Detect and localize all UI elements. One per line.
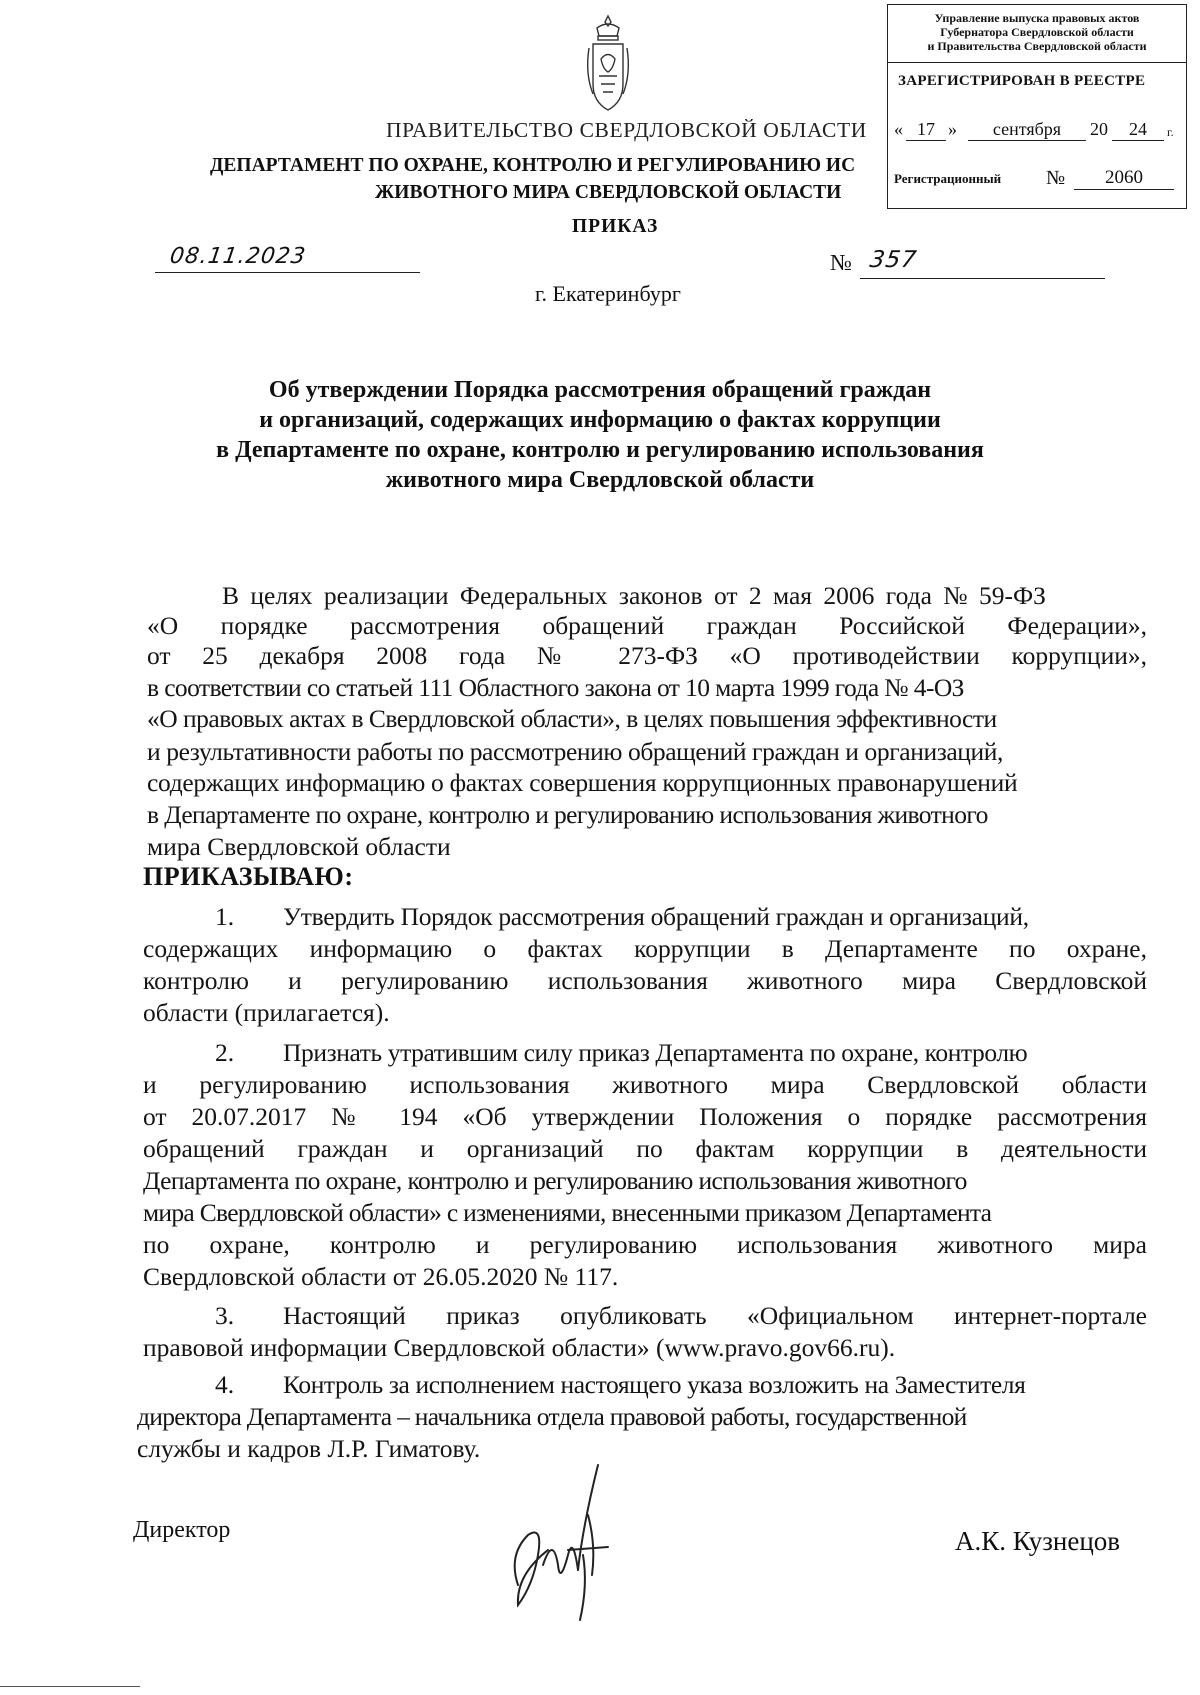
item-number: 3. (215, 1301, 235, 1330)
item-line: по охране, контролю и регулированию использования животного мира (143, 1230, 1147, 1259)
item-line: Настоящий приказ опубликовать «Официальном интернет-портале (283, 1301, 1147, 1330)
preamble-line: «О порядке рассмотрения обращений граждан Российской Федерации», (147, 611, 1147, 640)
title-line: животного мира Свердловской области (385, 467, 815, 493)
item-line: Свердловской области от 26.05.2020 № 117. (143, 1262, 619, 1291)
title-line: и организаций, содержащих информацию о фактах коррупции (259, 407, 941, 433)
signatory-name: А.К. Кузнецов (955, 1526, 1121, 1556)
registry-org-line: и Правительства Свердловской области (927, 39, 1147, 53)
item-line: Департамента по охране, контролю и регулированию использования животного (143, 1166, 967, 1195)
registry-day: 17 (906, 119, 946, 141)
registry-open-quote: « (894, 119, 903, 139)
item-line: директора Департамента – начальника отдела правовой работы, государственной (137, 1402, 967, 1431)
order-num-sign: № (830, 250, 852, 275)
handwritten-signature-icon (488, 1455, 638, 1635)
order-date-handwritten: 08.11.2023 (168, 244, 308, 269)
item-number: 2. (215, 1038, 235, 1067)
registry-date (894, 119, 1182, 143)
registry-year-unit: г. (1167, 125, 1174, 139)
preamble-line: в Департаменте по охране, контролю и регулированию использования животного (147, 800, 988, 829)
preamble-line: мира Свердловской области (147, 832, 451, 861)
footer-divider (0, 1686, 140, 1687)
preamble-line: в соответствии со статьей 111 Областного закона от 10 марта 1999 года № 4-ОЗ (147, 673, 964, 702)
item-line: области (прилагается). (143, 998, 390, 1027)
item-line: мира Свердловской области» с изменениями, внесенными приказом Департамента (143, 1198, 992, 1227)
preamble-line: содержащих информацию о фактах совершения коррупционных правонарушений (147, 768, 1018, 797)
item-line: контролю и регулированию использования животного мира Свердловской (143, 966, 1147, 995)
registry-month: сентября (968, 119, 1086, 141)
order-number-handwritten: 357 (868, 247, 919, 273)
order-command: ПРИКАЗЫВАЮ: (143, 862, 354, 891)
preamble-line: от 25 декабря 2008 года № 273-ФЗ «О противодействии коррупции», (147, 641, 1147, 670)
preamble-line: и результативности работы по рассмотрению обращений граждан и организаций, (147, 737, 1004, 766)
registry-year-suffix: 24 (1112, 119, 1164, 141)
registry-title: ЗАРЕГИСТРИРОВАН В РЕЕСТРЕ (898, 73, 1146, 89)
item-line: Признать утратившим силу приказ Департамента по охране, контролю (283, 1038, 1028, 1067)
registry-org-line: Управление выпуска правовых актов (934, 11, 1140, 25)
preamble-line: «О правовых актах в Свердловской области», в целях повышения эффективности (147, 704, 997, 733)
registry-number: 2060 (1074, 167, 1174, 190)
item-line: службы и кадров Л.Р. Гиматову. (137, 1434, 481, 1463)
title-line: в Департаменте по охране, контролю и регулированию использования (216, 437, 984, 463)
item-line: от 20.07.2017 № 194 «Об утверждении Положения о порядке рассмотрения (143, 1102, 1147, 1131)
item-line: Контроль за исполнением настоящего указа возложить на Заместителя (283, 1370, 1026, 1399)
registry-number-label: Регистрационный (894, 171, 1002, 186)
coat-of-arms-icon (583, 14, 633, 114)
title-line: Об утверждении Порядка рассмотрения обращений граждан (268, 377, 932, 403)
registry-year-prefix: 20 (1090, 119, 1108, 139)
registry-org (888, 5, 1186, 63)
preamble-line: В целях реализации Федеральных законов от 2 мая 2006 года № 59-ФЗ (222, 581, 1046, 610)
registry-close-quote: » (948, 119, 957, 139)
item-line: Утвердить Порядок рассмотрения обращений граждан и организаций, (283, 902, 1029, 931)
department-name-line-2: ЖИВОТНОГО МИРА СВЕРДЛОВСКОЙ ОБЛАСТИ (375, 182, 842, 203)
item-number: 1. (215, 902, 235, 931)
item-line: содержащих информацию о фактах коррупции в Департаменте по охране, (143, 934, 1147, 963)
registry-stamp (887, 4, 1187, 209)
item-line: обращений граждан и организаций по фактам коррупции в деятельности (143, 1134, 1147, 1163)
registry-number-row (894, 167, 1182, 193)
government-name: ПРАВИТЕЛЬСТВО СВЕРДЛОВСКОЙ ОБЛАСТИ (386, 118, 867, 142)
item-line: правовой информации Свердловской области» (www.pravo.gov66.ru). (143, 1333, 896, 1362)
department-name-line-1: ДЕПАРТАМЕНТ ПО ОХРАНЕ, КОНТРОЛЮ И РЕГУЛИРОВАНИЮ ИС (210, 155, 856, 176)
item-line: и регулированию использования животного мира Свердловской области (143, 1070, 1147, 1099)
registry-num-sign: № (1046, 167, 1066, 189)
item-number: 4. (215, 1370, 235, 1399)
document-title (150, 375, 1050, 495)
city: г. Екатеринбург (535, 281, 681, 306)
document-type: ПРИКАЗ (572, 216, 659, 237)
registry-org-line: Губернатора Свердловской области (940, 25, 1134, 39)
signatory-role: Директор (133, 1517, 231, 1543)
